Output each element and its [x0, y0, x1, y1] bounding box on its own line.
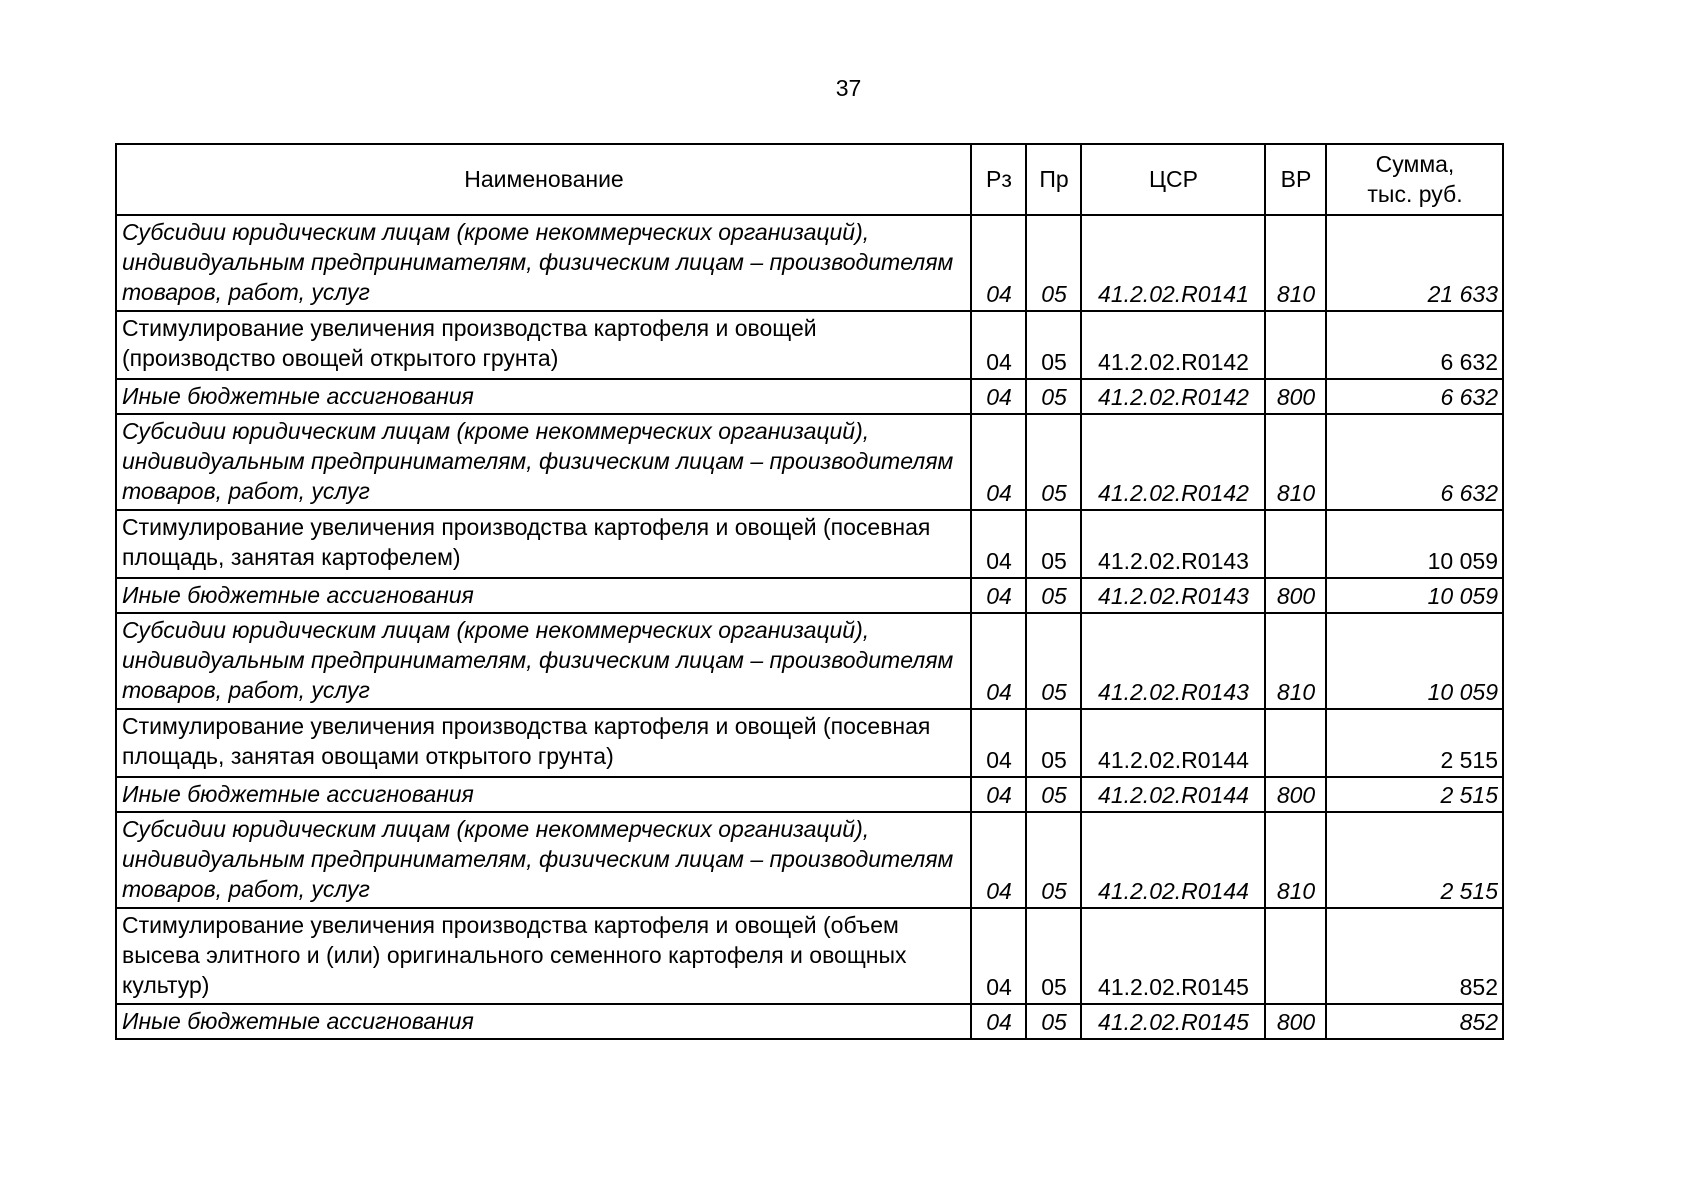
cell-pr: 05 — [1026, 311, 1081, 379]
cell-rz: 04 — [971, 1004, 1026, 1039]
cell-vr: 810 — [1265, 414, 1326, 510]
cell-rz: 04 — [971, 379, 1026, 414]
cell-vr: 800 — [1265, 1004, 1326, 1039]
cell-sum: 852 — [1326, 908, 1503, 1004]
cell-pr: 05 — [1026, 510, 1081, 578]
table-row — [116, 1004, 1503, 1039]
cell-sum: 2 515 — [1326, 777, 1503, 812]
header-sum-line1: Сумма, — [1375, 151, 1455, 177]
cell-sum: 21 633 — [1326, 215, 1503, 311]
cell-sum: 6 632 — [1326, 311, 1503, 379]
cell-rz: 04 — [971, 578, 1026, 613]
cell-csr: 41.2.02.R0144 — [1081, 709, 1265, 777]
table-row — [116, 414, 1503, 510]
table-header-row — [116, 144, 1503, 215]
table-row — [116, 578, 1503, 613]
cell-sum: 852 — [1326, 1004, 1503, 1039]
cell-name: Иные бюджетные ассигнования — [116, 379, 971, 414]
cell-csr: 41.2.02.R0145 — [1081, 1004, 1265, 1039]
header-pr: Пр — [1026, 144, 1081, 215]
cell-rz: 04 — [971, 510, 1026, 578]
cell-vr: 800 — [1265, 777, 1326, 812]
cell-csr: 41.2.02.R0142 — [1081, 379, 1265, 414]
cell-rz: 04 — [971, 709, 1026, 777]
cell-name: Субсидии юридическим лицам (кроме некоммерческих организаций), индивидуальным предпринимателям, физическим лицам – производителям товаров, работ, услуг — [116, 812, 971, 908]
cell-name: Стимулирование увеличения производства картофеля и овощей (производство овощей открытого грунта) — [116, 311, 971, 379]
cell-sum: 2 515 — [1326, 812, 1503, 908]
cell-csr: 41.2.02.R0141 — [1081, 215, 1265, 311]
cell-sum: 10 059 — [1326, 613, 1503, 709]
cell-vr: 810 — [1265, 215, 1326, 311]
table-row — [116, 311, 1503, 379]
cell-vr — [1265, 510, 1326, 578]
cell-pr: 05 — [1026, 777, 1081, 812]
cell-rz: 04 — [971, 613, 1026, 709]
cell-sum: 10 059 — [1326, 578, 1503, 613]
table-row — [116, 510, 1503, 578]
cell-name: Субсидии юридическим лицам (кроме некоммерческих организаций), индивидуальным предпринимателям, физическим лицам – производителям товаров, работ, услуг — [116, 215, 971, 311]
cell-vr — [1265, 709, 1326, 777]
cell-csr: 41.2.02.R0145 — [1081, 908, 1265, 1004]
cell-vr: 800 — [1265, 578, 1326, 613]
cell-rz: 04 — [971, 414, 1026, 510]
cell-sum: 6 632 — [1326, 414, 1503, 510]
cell-csr: 41.2.02.R0143 — [1081, 510, 1265, 578]
cell-sum: 6 632 — [1326, 379, 1503, 414]
cell-vr: 800 — [1265, 379, 1326, 414]
header-rz: Рз — [971, 144, 1026, 215]
table-row — [116, 777, 1503, 812]
cell-vr — [1265, 908, 1326, 1004]
cell-pr: 05 — [1026, 578, 1081, 613]
cell-csr: 41.2.02.R0144 — [1081, 777, 1265, 812]
cell-rz: 04 — [971, 777, 1026, 812]
cell-csr: 41.2.02.R0144 — [1081, 812, 1265, 908]
cell-csr: 41.2.02.R0142 — [1081, 311, 1265, 379]
cell-csr: 41.2.02.R0143 — [1081, 578, 1265, 613]
cell-name: Стимулирование увеличения производства картофеля и овощей (посевная площадь, занятая овощами открытого грунта) — [116, 709, 971, 777]
page-number: 37 — [835, 75, 862, 101]
cell-csr: 41.2.02.R0142 — [1081, 414, 1265, 510]
cell-pr: 05 — [1026, 379, 1081, 414]
cell-pr: 05 — [1026, 908, 1081, 1004]
table-row — [116, 908, 1503, 1004]
header-vr: ВР — [1265, 144, 1326, 215]
cell-vr: 810 — [1265, 812, 1326, 908]
cell-name: Субсидии юридическим лицам (кроме некоммерческих организаций), индивидуальным предпринимателям, физическим лицам – производителям товаров, работ, услуг — [116, 414, 971, 510]
table-row — [116, 215, 1503, 311]
cell-pr: 05 — [1026, 709, 1081, 777]
budget-table — [115, 143, 1504, 1040]
table-row — [116, 709, 1503, 777]
cell-pr: 05 — [1026, 613, 1081, 709]
cell-name: Иные бюджетные ассигнования — [116, 777, 971, 812]
table-row — [116, 379, 1503, 414]
table-row — [116, 812, 1503, 908]
cell-name: Стимулирование увеличения производства картофеля и овощей (посевная площадь, занятая картофелем) — [116, 510, 971, 578]
cell-vr: 810 — [1265, 613, 1326, 709]
cell-rz: 04 — [971, 812, 1026, 908]
cell-pr: 05 — [1026, 414, 1081, 510]
table-row — [116, 613, 1503, 709]
cell-rz: 04 — [971, 215, 1026, 311]
cell-sum: 2 515 — [1326, 709, 1503, 777]
cell-rz: 04 — [971, 311, 1026, 379]
cell-pr: 05 — [1026, 812, 1081, 908]
cell-csr: 41.2.02.R0143 — [1081, 613, 1265, 709]
cell-name: Иные бюджетные ассигнования — [116, 578, 971, 613]
header-name: Наименование — [116, 144, 971, 215]
cell-name: Иные бюджетные ассигнования — [116, 1004, 971, 1039]
cell-vr — [1265, 311, 1326, 379]
cell-rz: 04 — [971, 908, 1026, 1004]
cell-name: Стимулирование увеличения производства картофеля и овощей (объем высева элитного и (или) оригинального семенного картофеля и овощных культур) — [116, 908, 971, 1004]
header-csr: ЦСР — [1081, 144, 1265, 215]
header-sum-line2: тыс. руб. — [1367, 181, 1463, 207]
header-sum — [1326, 144, 1503, 215]
cell-pr: 05 — [1026, 1004, 1081, 1039]
cell-pr: 05 — [1026, 215, 1081, 311]
cell-sum: 10 059 — [1326, 510, 1503, 578]
cell-name: Субсидии юридическим лицам (кроме некоммерческих организаций), индивидуальным предпринимателям, физическим лицам – производителям товаров, работ, услуг — [116, 613, 971, 709]
